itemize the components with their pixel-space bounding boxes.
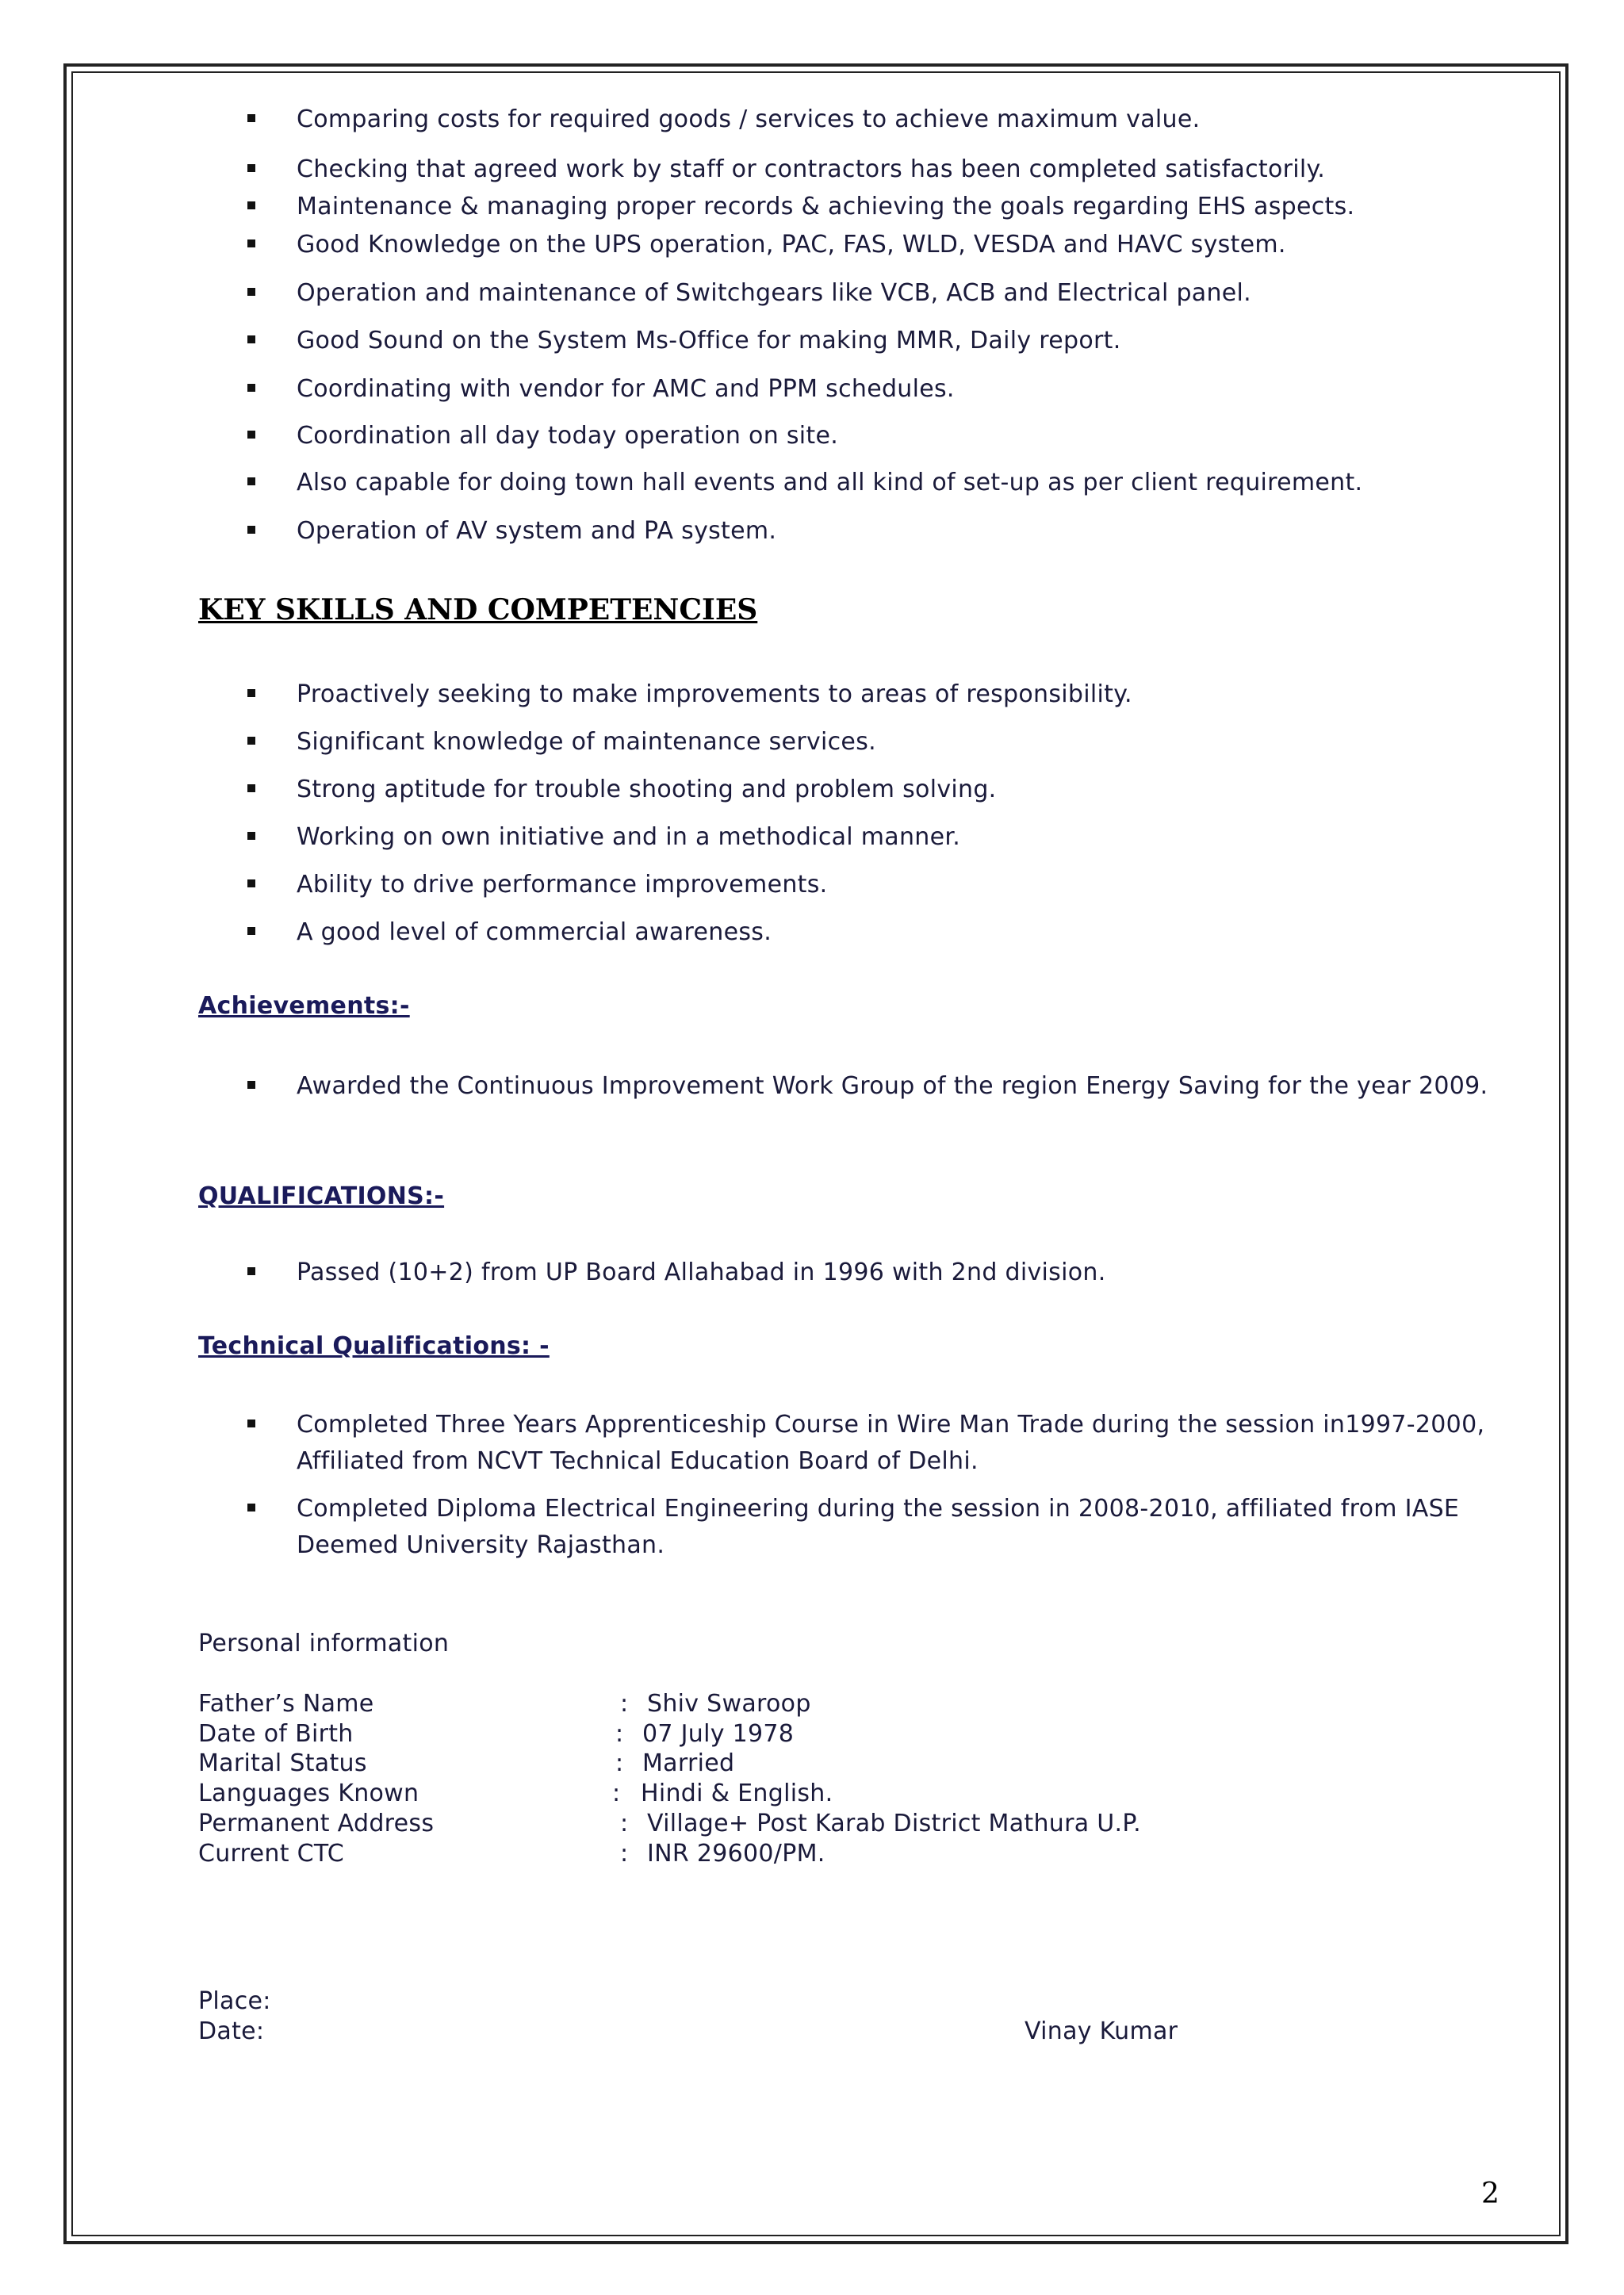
bullet-icon — [247, 689, 255, 697]
bullet-icon — [247, 927, 255, 935]
bullet-icon — [247, 879, 255, 887]
bullet-icon — [247, 114, 255, 122]
field-label: Current CTC — [198, 1840, 344, 1868]
field-label: Marital Status — [198, 1749, 367, 1777]
field-label: Permanent Address — [198, 1810, 435, 1837]
field-separator: : — [615, 1720, 624, 1748]
field-separator: : — [620, 1810, 629, 1837]
qualifications-heading: QUALIFICATIONS:- — [198, 1182, 445, 1210]
bullet-icon — [247, 1504, 255, 1511]
place-label: Place: — [198, 1987, 271, 2015]
technical-qualifications-heading: Technical Qualifications: - — [198, 1332, 550, 1360]
achievements-heading: Achievements:- — [198, 992, 410, 1020]
bullet-icon — [247, 1267, 255, 1275]
bullet-icon — [247, 201, 255, 209]
bullet-icon — [247, 526, 255, 534]
field-label: Date of Birth — [198, 1720, 354, 1748]
field-separator: : — [615, 1749, 624, 1777]
personal-info-heading: Personal information — [198, 1630, 450, 1657]
bullet-icon — [247, 832, 255, 840]
field-value: Hindi & English. — [641, 1780, 833, 1807]
field-separator: : — [620, 1840, 629, 1868]
field-value: Shiv Swaroop — [647, 1690, 811, 1718]
bullet-icon — [247, 431, 255, 439]
bullet-icon — [247, 477, 255, 485]
bullet-icon — [247, 164, 255, 172]
bullet-icon — [247, 335, 255, 343]
field-separator: : — [612, 1780, 621, 1807]
bullet-icon — [247, 384, 255, 392]
bullet-icon — [247, 1081, 255, 1089]
field-label: Languages Known — [198, 1780, 419, 1807]
signature-name: Vinay Kumar — [1025, 2017, 1178, 2045]
field-value: Village+ Post Karab District Mathura U.P. — [647, 1810, 1141, 1837]
date-label: Date: — [198, 2017, 265, 2045]
key-skills-heading: KEY SKILLS AND COMPETENCIES — [198, 593, 758, 626]
field-value: INR 29600/PM. — [647, 1840, 825, 1868]
field-value: Married — [642, 1749, 735, 1777]
bullet-icon — [247, 784, 255, 792]
bullet-icon — [247, 737, 255, 745]
field-separator: : — [620, 1690, 629, 1718]
bullet-icon — [247, 239, 255, 247]
bullet-icon — [247, 1420, 255, 1427]
field-label: Father’s Name — [198, 1690, 374, 1718]
page-number: 2 — [1481, 2178, 1500, 2210]
bullet-icon — [247, 288, 255, 296]
field-value: 07 July 1978 — [642, 1720, 795, 1748]
